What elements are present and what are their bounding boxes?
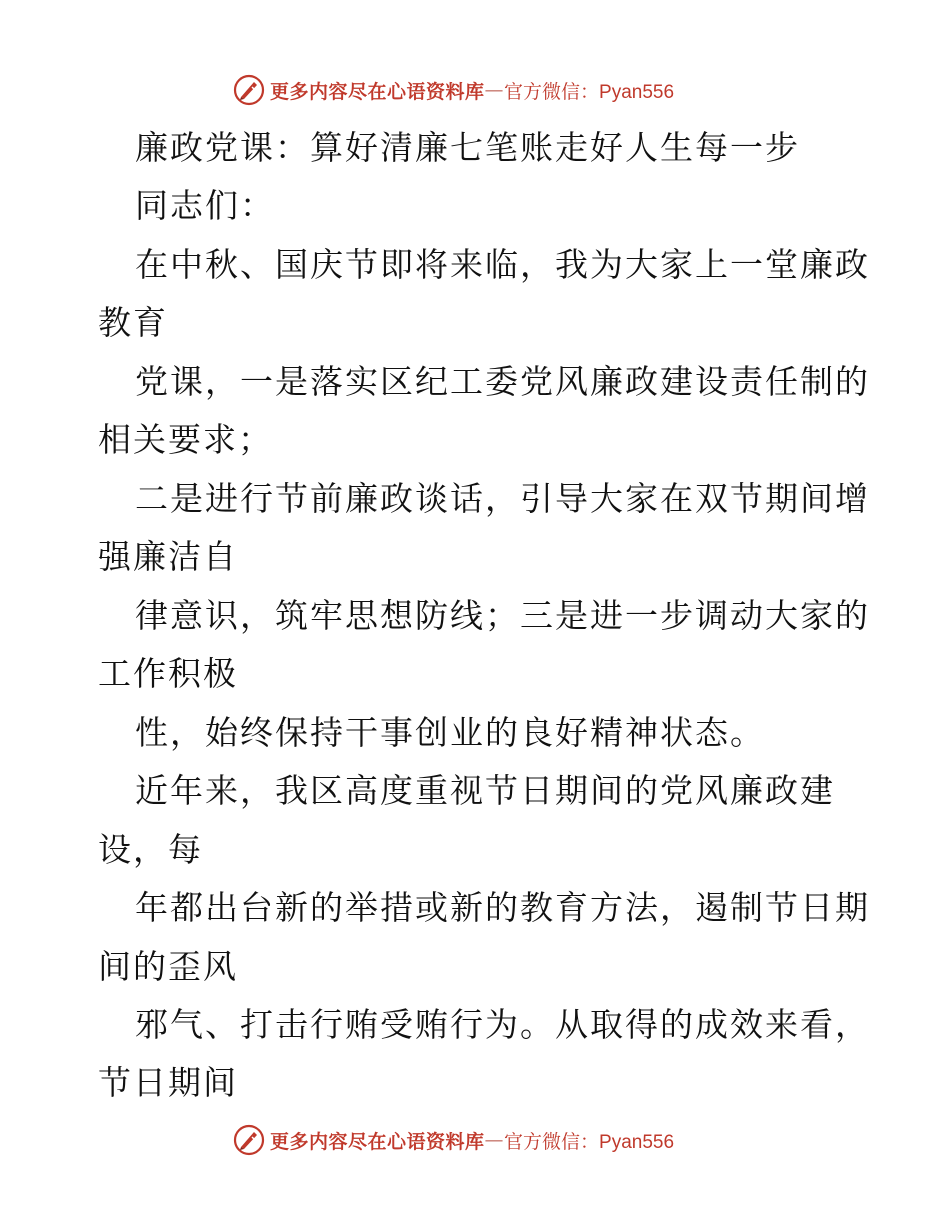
banner-text: 更多内容尽在心语资料库: [270, 80, 485, 103]
text-line: 设，每: [98, 830, 203, 869]
text-line: 律意识，筑牢思想防线；三是进一步调动大家的: [135, 596, 870, 635]
banner-dash: —: [484, 1129, 505, 1151]
banner-text: 更多内容尽在心语资料库: [270, 1130, 485, 1153]
text-line: 近年来，我区高度重视节日期间的党风廉政建: [135, 771, 835, 810]
text-line: 间的歪风: [98, 947, 238, 986]
footer-banner: [232, 1122, 674, 1158]
text-line: 年都出台新的举措或新的教育方法，遏制节日期: [135, 888, 870, 927]
banner-contact: 官方微信：Pyan556: [504, 81, 675, 103]
banner-dash: —: [484, 79, 505, 101]
header-banner: [232, 72, 674, 108]
document-title: 廉政党课：算好清廉七笔账走好人生每一步: [135, 128, 800, 167]
text-line: 邪气、打击行贿受贿行为。从取得的成效来看，: [135, 1005, 870, 1044]
text-line: 二是进行节前廉政谈话，引导大家在双节期间增: [135, 479, 870, 518]
quill-logo-icon: [232, 73, 266, 107]
text-line: 在中秋、国庆节即将来临，我为大家上一堂廉政: [135, 245, 870, 284]
text-line: 工作积极: [98, 654, 238, 693]
text-line: 相关要求；: [98, 420, 273, 459]
text-line: 党课，一是落实区纪工委党风廉政建设责任制的: [135, 362, 870, 401]
text-line: 强廉洁自: [98, 537, 238, 576]
banner-contact: 官方微信：Pyan556: [504, 1131, 675, 1153]
text-line: 同志们：: [135, 186, 275, 225]
text-line: 性，始终保持干事创业的良好精神状态。: [135, 713, 765, 752]
quill-logo-icon: [232, 1123, 266, 1157]
text-line: 教育: [98, 303, 168, 342]
text-line: 节日期间: [98, 1063, 238, 1102]
